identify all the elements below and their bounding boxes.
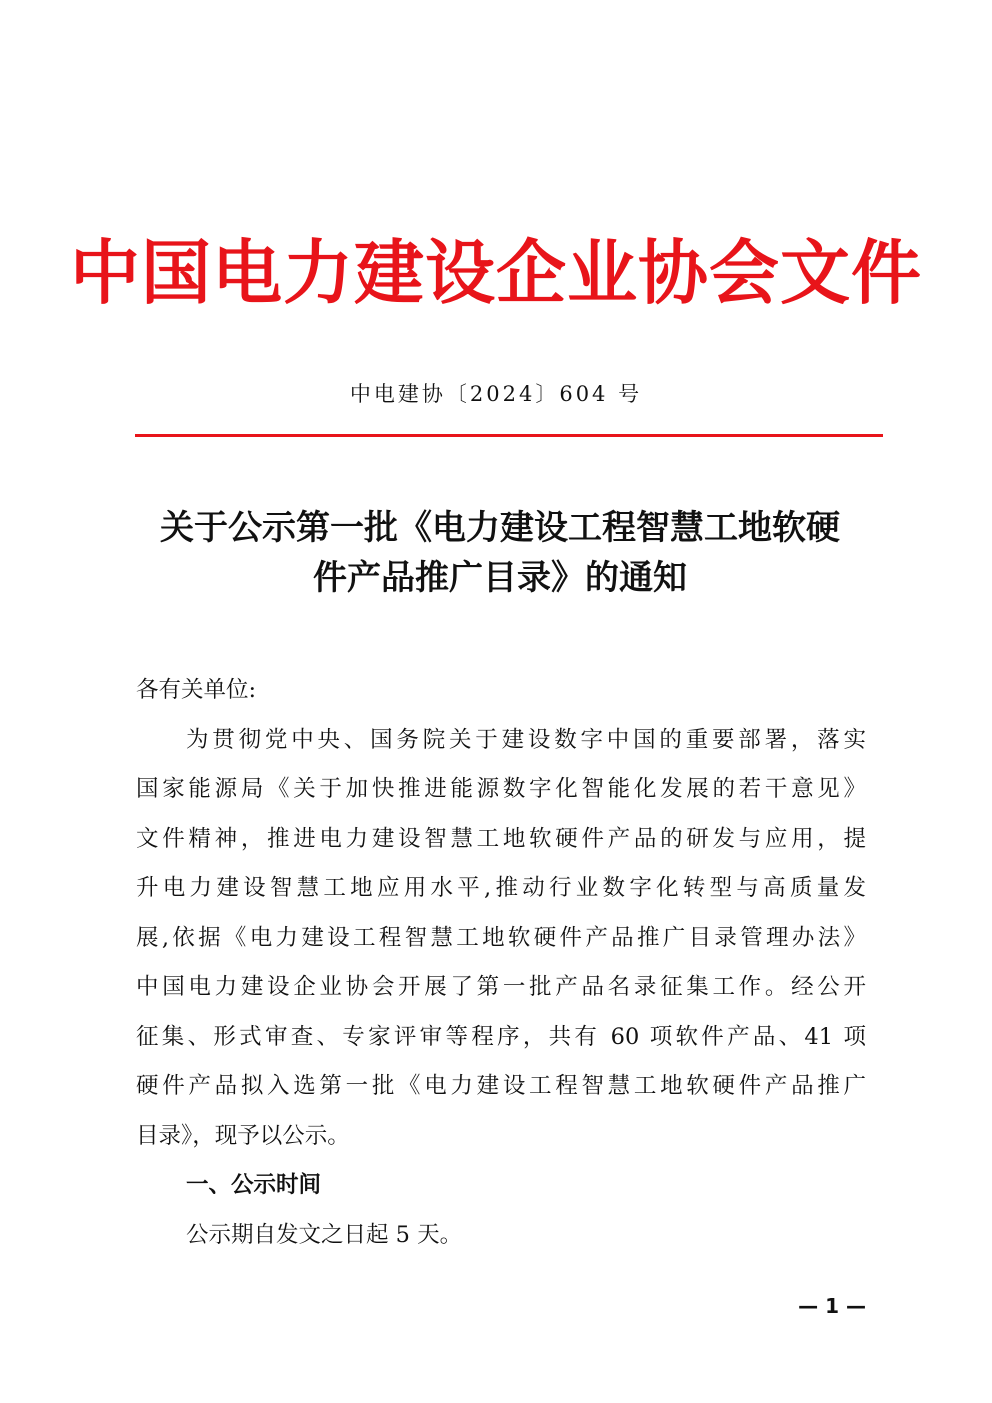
section-heading: 一、公示时间: [186, 1172, 322, 1198]
red-divider-line: [135, 434, 883, 437]
masthead-title: 中国电力建设企业协会文件: [70, 232, 922, 314]
notice-body: [136, 666, 866, 1260]
paragraph-line: 中国电力建设企业协会开展了第一批产品名录征集工作。经公开: [136, 974, 866, 1000]
page-number: — 1 —: [798, 1294, 866, 1318]
notice-title-line: 件产品推广目录》的通知: [313, 558, 687, 598]
paragraph-line: 硬件产品拟入选第一批《电力建设工程智慧工地软硬件产品推广: [136, 1073, 866, 1099]
salutation: 各有关单位:: [136, 677, 257, 703]
notice-title: [130, 503, 870, 603]
paragraph-line: 国家能源局《关于加快推进能源数字化智能化发展的若干意见》: [136, 776, 866, 802]
paragraph-line: 目录》，现予以公示。: [136, 1122, 350, 1149]
red-divider-rule: [135, 434, 883, 437]
paragraph-line: 升电力建设智慧工地应用水平,推动行业数字化转型与高质量发: [136, 875, 866, 901]
section-text: 公示期自发文之日起 5 天。: [186, 1221, 463, 1248]
paragraph-line: 文件精神，推进电力建设智慧工地软硬件产品的研发与应用，提: [136, 825, 866, 852]
notice-title-line: 关于公示第一批《电力建设工程智慧工地软硬: [160, 508, 840, 548]
paragraph-line: 为贯彻党中央、国务院关于建设数字中国的重要部署，落实: [186, 726, 866, 753]
document-number: 中电建协〔2024〕604 号: [349, 382, 643, 406]
paragraph-line: 征集、形式审查、专家评审等程序，共有 60 项软件产品、41 项: [136, 1023, 866, 1050]
paragraph-line: 展,依据《电力建设工程智慧工地软硬件产品推广目录管理办法》: [136, 924, 866, 951]
